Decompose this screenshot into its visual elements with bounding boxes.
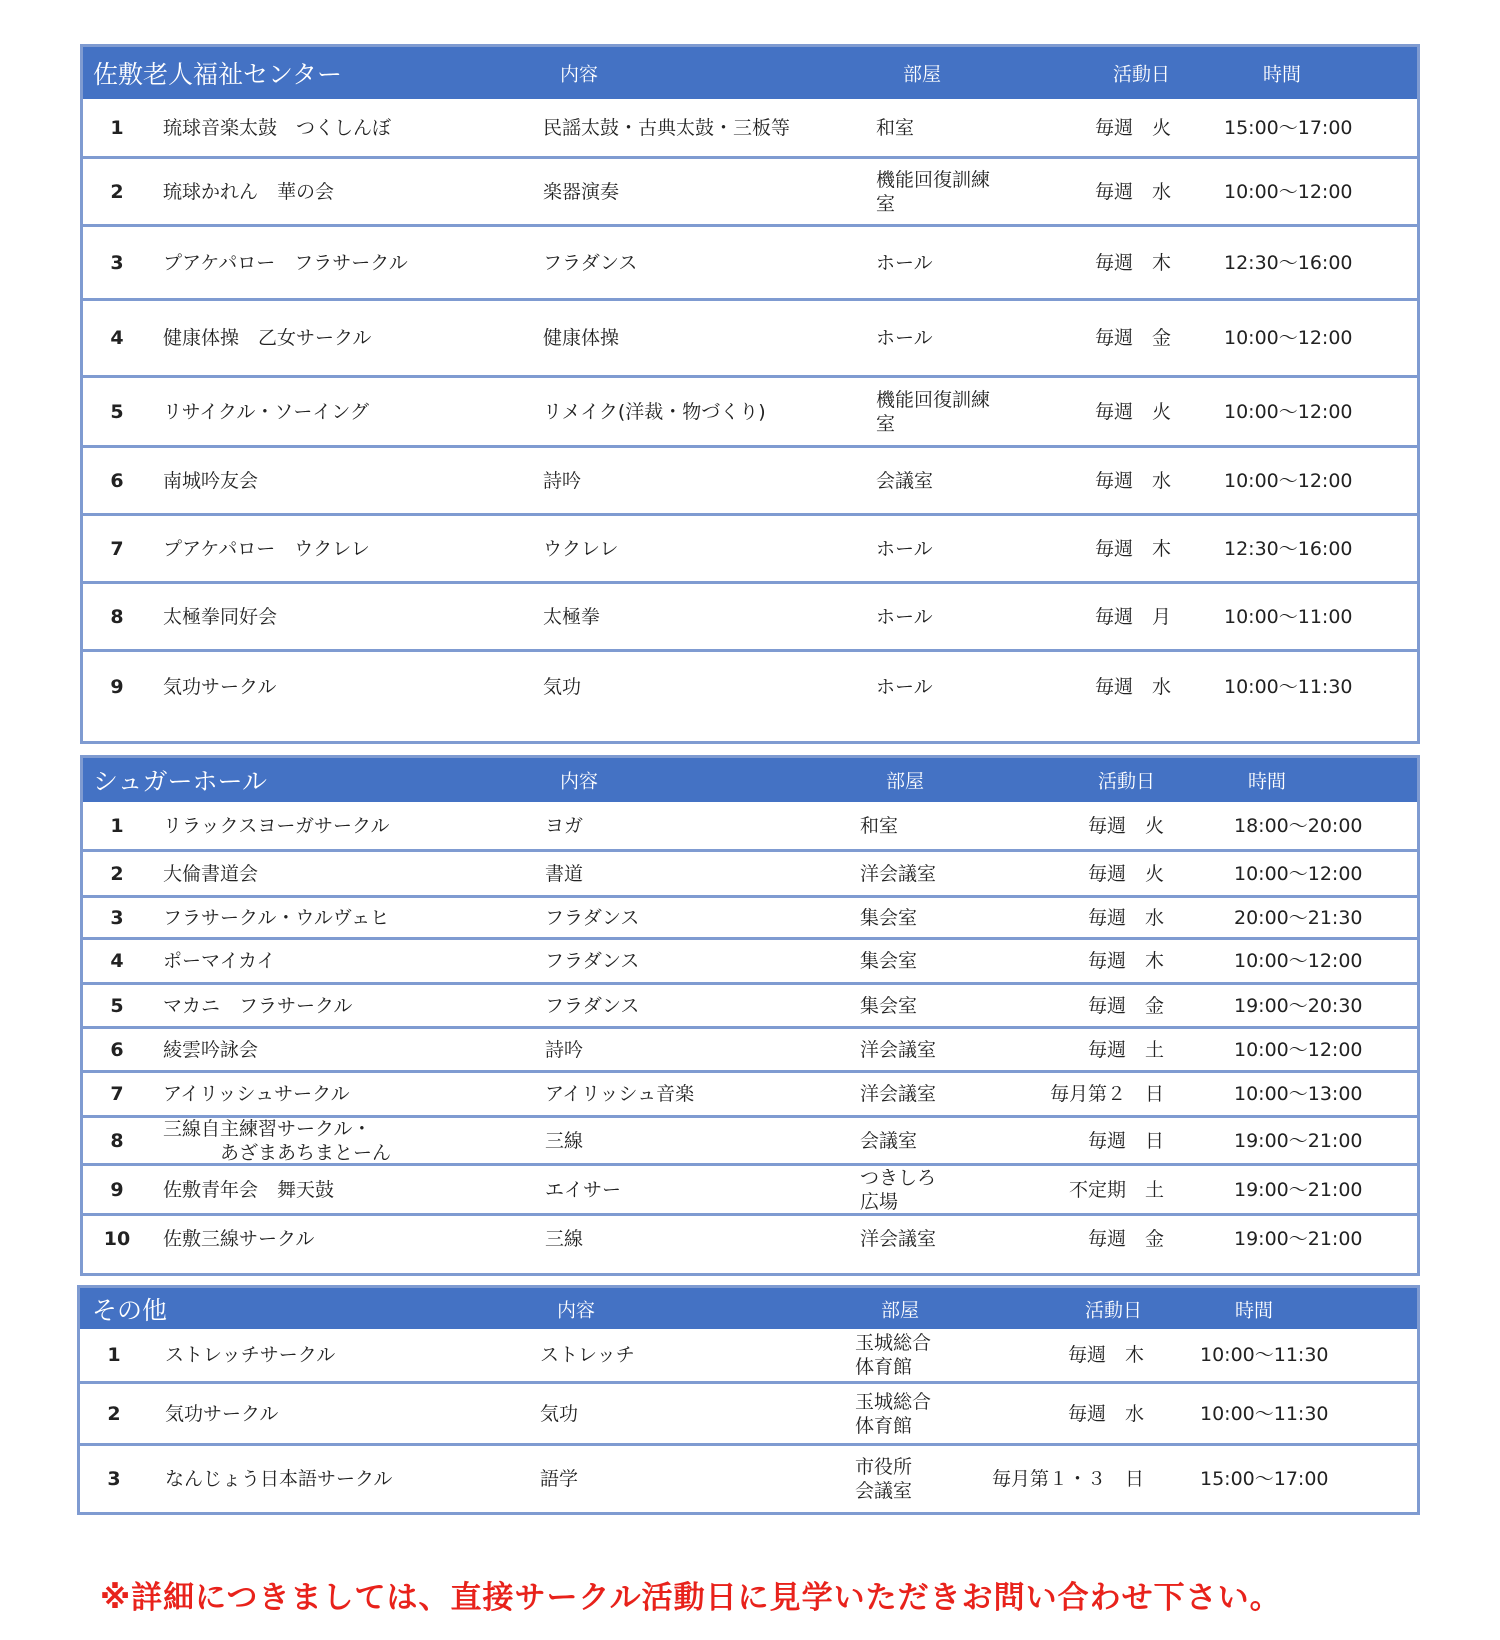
activity-time: 10:00～12:00: [1224, 180, 1353, 203]
table-row: [83, 1118, 1417, 1166]
header-room: 部屋: [886, 770, 925, 793]
activity-day: 毎週 火: [1094, 400, 1171, 423]
row-number: 2: [110, 862, 124, 885]
activity-day: 毎週 火: [1087, 862, 1164, 885]
table-row: [83, 448, 1417, 516]
activity-day: 毎週 水: [1094, 676, 1171, 698]
table-row: [83, 1073, 1417, 1118]
table-row: [80, 1384, 1417, 1446]
table-row: [83, 852, 1417, 898]
activity-time: 18:00～20:00: [1234, 814, 1363, 837]
activity-time: 19:00～20:30: [1234, 994, 1363, 1017]
circle-name: プアケパロー ウクレレ: [163, 537, 370, 560]
header-content: 内容: [560, 63, 599, 86]
row-number: 6: [110, 1038, 124, 1061]
header-room: 部屋: [903, 63, 942, 86]
row-number: 5: [110, 400, 124, 423]
activity-time: 12:30～16:00: [1224, 537, 1353, 560]
section-title: その他: [92, 1295, 168, 1325]
circle-name: 気功サークル: [163, 676, 277, 698]
table-row: [83, 940, 1417, 985]
room-name: 洋会議室: [860, 1038, 937, 1061]
circle-name: 健康体操 乙女サークル: [163, 327, 372, 349]
room-name: ホール: [876, 327, 933, 349]
activity-day: 毎週 木: [1067, 1344, 1144, 1366]
activity-day: 不定期 土: [1068, 1178, 1164, 1201]
circle-name: 佐敷青年会 舞天鼓: [163, 1178, 335, 1201]
row-number: 6: [110, 469, 124, 492]
notice-text: ※詳細につきましては、直接サークル活動日に見学いただきお問い合わせ下さい。: [100, 1580, 1282, 1616]
activity-content: 詩吟: [545, 1038, 584, 1061]
table-row: [83, 159, 1417, 227]
header-time: 時間: [1248, 770, 1287, 793]
row-number: 2: [110, 180, 124, 203]
activity-day: 毎週 金: [1087, 1227, 1164, 1250]
room-name: 集会室: [860, 950, 918, 972]
activity-time: 10:00～11:30: [1224, 676, 1353, 698]
activity-content: 詩吟: [543, 469, 582, 492]
activity-time: 19:00～21:00: [1234, 1227, 1363, 1250]
activity-time: 10:00～13:00: [1234, 1083, 1363, 1105]
room-name: 洋会議室: [860, 1227, 937, 1250]
header-day: 活動日: [1098, 770, 1156, 793]
room-name: 機能回復訓練 室: [876, 168, 991, 215]
activity-day: 毎週 木: [1087, 950, 1164, 972]
row-number: 7: [110, 537, 124, 560]
circle-name: なんじょう日本語サークル: [165, 1468, 393, 1490]
circle-name: 三線自主練習サークル・ あざまあちまとーん: [163, 1117, 392, 1164]
activity-day: 毎週 木: [1094, 537, 1171, 560]
table-row: [83, 516, 1417, 584]
circle-name: 南城吟友会: [163, 469, 259, 492]
room-name: 集会室: [860, 994, 918, 1017]
table-row: [83, 898, 1417, 940]
row-number: 3: [110, 251, 124, 274]
table-header: [83, 758, 1417, 802]
room-name: ホール: [876, 537, 933, 560]
room-name: 集会室: [860, 906, 918, 929]
activity-time: 10:00～12:00: [1224, 400, 1353, 423]
activity-content: アイリッシュ音楽: [545, 1083, 695, 1105]
header-room: 部屋: [881, 1299, 920, 1321]
activity-content: ウクレレ: [543, 537, 619, 560]
room-name: 機能回復訓練 室: [876, 388, 991, 435]
table-row: [83, 985, 1417, 1029]
row-number: 8: [110, 605, 124, 628]
row-number: 9: [110, 676, 124, 698]
activity-content: 気功: [543, 676, 582, 698]
room-name: 会議室: [860, 1129, 918, 1152]
room-name: 和室: [860, 814, 899, 837]
section-title: シュガーホール: [93, 767, 268, 796]
table-sugar-hall: [80, 755, 1420, 1276]
activity-day: 毎月第２ 日: [1049, 1083, 1164, 1105]
table-row: [80, 1446, 1417, 1512]
row-number: 4: [110, 950, 124, 972]
circle-name: リサイクル・ソーイング: [163, 400, 369, 423]
room-name: ホール: [876, 251, 933, 274]
row-number: 8: [110, 1129, 124, 1152]
row-number: 3: [110, 906, 124, 929]
activity-content: 書道: [545, 862, 584, 885]
activity-time: 10:00～12:00: [1224, 327, 1353, 349]
activity-time: 10:00～11:00: [1224, 605, 1353, 628]
circle-name: マカニ フラサークル: [163, 994, 353, 1017]
room-name: 玉城総合 体育館: [855, 1332, 932, 1378]
activity-time: 10:00～12:00: [1234, 950, 1363, 972]
header-day: 活動日: [1085, 1299, 1143, 1321]
circle-name: リラックスヨーガサークル: [163, 814, 390, 837]
activity-time: 19:00～21:00: [1234, 1178, 1363, 1201]
table-row: [80, 1329, 1417, 1384]
table-row: [83, 227, 1417, 301]
activity-time: 12:30～16:00: [1224, 251, 1353, 274]
activity-content: フラダンス: [545, 906, 640, 929]
row-number: 7: [110, 1083, 124, 1105]
activity-content: 健康体操: [543, 327, 620, 349]
activity-day: 毎週 水: [1094, 180, 1171, 203]
header-content: 内容: [557, 1299, 596, 1321]
header-time: 時間: [1263, 63, 1302, 86]
table-row: [83, 802, 1417, 852]
activity-time: 10:00～11:30: [1200, 1344, 1329, 1366]
header-content: 内容: [560, 770, 599, 793]
row-number: 1: [110, 814, 124, 837]
circle-name: 大倫書道会: [163, 862, 259, 885]
activity-time: 10:00～11:30: [1200, 1402, 1329, 1425]
activity-time: 19:00～21:00: [1234, 1129, 1363, 1152]
section-title: 佐敷老人福祉センター: [93, 60, 343, 89]
circle-name: ストレッチサークル: [165, 1344, 336, 1366]
activity-time: 15:00～17:00: [1200, 1468, 1329, 1490]
activity-time: 15:00～17:00: [1224, 116, 1353, 139]
row-number: 5: [110, 994, 124, 1017]
table-row: [83, 652, 1417, 722]
activity-day: 毎週 水: [1094, 469, 1171, 492]
activity-day: 毎週 水: [1087, 906, 1164, 929]
activity-content: 太極拳: [543, 605, 601, 628]
room-name: 和室: [876, 116, 915, 139]
activity-time: 10:00～12:00: [1224, 469, 1353, 492]
activity-content: 民謡太鼓・古典太鼓・三板等: [543, 116, 791, 139]
activity-content: ヨガ: [545, 814, 584, 837]
activity-day: 毎週 火: [1087, 814, 1164, 837]
table-row: [83, 301, 1417, 378]
circle-name: ポーマイカイ: [163, 950, 276, 972]
activity-day: 毎週 土: [1087, 1038, 1164, 1061]
row-number: 1: [110, 116, 124, 139]
activity-content: 語学: [540, 1468, 579, 1490]
activity-content: エイサー: [545, 1178, 622, 1201]
circle-name: 琉球音楽太鼓 つくしんぼ: [163, 116, 392, 139]
activity-content: フラダンス: [545, 994, 640, 1017]
circle-name: 佐敷三線サークル: [163, 1227, 315, 1250]
activity-content: 三線: [545, 1129, 584, 1152]
room-name: ホール: [876, 605, 933, 628]
row-number: 2: [107, 1402, 121, 1425]
table-others: [77, 1285, 1420, 1515]
room-name: 洋会議室: [860, 1083, 937, 1105]
room-name: 玉城総合 体育館: [855, 1390, 932, 1437]
row-number: 9: [110, 1178, 124, 1201]
activity-content: 三線: [545, 1227, 584, 1250]
activity-content: フラダンス: [543, 251, 638, 274]
table-row: [83, 1216, 1417, 1261]
table-saiki-senior-center: [80, 44, 1420, 744]
activity-content: リメイク(洋裁・物づくり): [543, 400, 766, 423]
room-name: 市役所 会議室: [855, 1456, 913, 1502]
header-time: 時間: [1235, 1299, 1274, 1321]
row-number: 3: [107, 1468, 121, 1490]
table-row: [83, 99, 1417, 159]
activity-content: 気功: [540, 1402, 579, 1425]
header-day: 活動日: [1113, 63, 1171, 86]
activity-content: 楽器演奏: [543, 180, 620, 203]
activity-time: 20:00～21:30: [1234, 906, 1363, 929]
room-name: 会議室: [876, 469, 934, 492]
activity-day: 毎週 日: [1087, 1129, 1164, 1152]
room-name: ホール: [876, 676, 933, 698]
circle-name: アイリッシュサークル: [163, 1083, 350, 1105]
table-row: [83, 1029, 1417, 1073]
circle-name: 琉球かれん 華の会: [163, 180, 335, 203]
table-header: [80, 1288, 1417, 1329]
circle-name: 太極拳同好会: [163, 605, 278, 628]
activity-content: ストレッチ: [540, 1344, 635, 1366]
table-header: [83, 47, 1417, 99]
room-name: つきしろ 広場: [860, 1166, 937, 1213]
activity-time: 10:00～12:00: [1234, 1038, 1363, 1061]
circle-name: フラサークル・ウルヴェヒ: [163, 906, 390, 929]
table-row: [83, 1166, 1417, 1216]
table-row: [83, 378, 1417, 448]
circle-name: 綾雲吟詠会: [163, 1038, 259, 1061]
circle-name: 気功サークル: [165, 1402, 279, 1425]
activity-day: 毎週 木: [1094, 251, 1171, 274]
activity-day: 毎週 火: [1094, 116, 1171, 139]
room-name: 洋会議室: [860, 862, 937, 885]
activity-day: 毎週 水: [1067, 1402, 1144, 1425]
activity-day: 毎週 金: [1087, 994, 1164, 1017]
row-number: 1: [107, 1344, 121, 1366]
table-row: [83, 584, 1417, 652]
row-number: 4: [110, 327, 124, 349]
activity-day: 毎週 金: [1094, 327, 1171, 349]
row-number: 10: [103, 1227, 131, 1250]
activity-day: 毎月第１・３ 日: [991, 1468, 1144, 1490]
circle-name: プアケパロー フラサークル: [163, 251, 408, 274]
activity-day: 毎週 月: [1094, 605, 1171, 628]
activity-content: フラダンス: [545, 950, 640, 972]
activity-time: 10:00～12:00: [1234, 862, 1363, 885]
